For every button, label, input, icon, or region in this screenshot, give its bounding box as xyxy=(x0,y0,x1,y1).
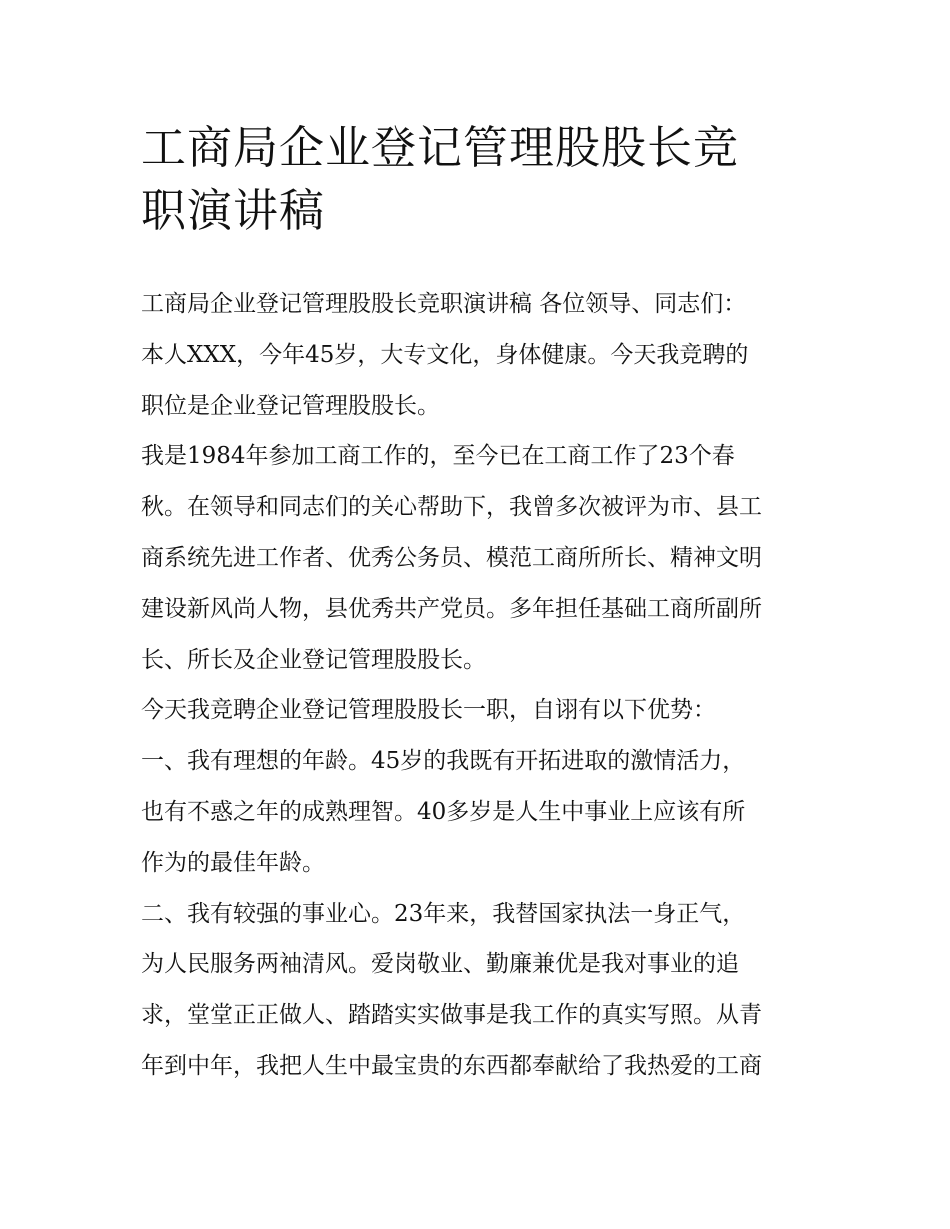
body-line: 我是1984年参加工商工作的，至今已在工商工作了23个春 xyxy=(141,443,735,470)
body-line: 建设新风尚人物，县优秀共产党员。多年担任基础工商所副所 xyxy=(141,595,762,622)
body-line: 长、所长及企业登记管理股股长。 xyxy=(141,646,486,673)
document-title xyxy=(141,116,821,242)
body-line: 商系统先进工作者、优秀公务员、模范工商所所长、精神文明 xyxy=(141,544,762,571)
body-line: 一、我有理想的年龄。45岁的我既有开拓进取的激情活力， xyxy=(141,748,746,775)
body-line: 作为的最佳年龄。 xyxy=(141,849,325,876)
body-line: 工商局企业登记管理股股长竞职演讲稿 各位领导、同志们： xyxy=(141,291,747,317)
body-line: 也有不惑之年的成熟理智。40多岁是人生中事业上应该有所 xyxy=(141,798,746,825)
body-line: 今天我竞聘企业登记管理股股长一职，自诩有以下优势： xyxy=(141,697,716,724)
body-line: 本人XXX，今年45岁，大专文化，身体健康。今天我竞聘的 xyxy=(141,341,749,368)
body-line: 职位是企业登记管理股股长。 xyxy=(141,392,440,419)
body-line: 年到中年，我把人生中最宝贵的东西都奉献给了我热爱的工商 xyxy=(141,1052,762,1079)
body-line: 为人民服务两袖清风。爱岗敬业、勤廉兼优是我对事业的追 xyxy=(141,951,739,978)
body-line: 二、我有较强的事业心。23年来，我替国家执法一身正气， xyxy=(141,900,746,927)
body-line: 求，堂堂正正做人、踏踏实实做事是我工作的真实写照。从青 xyxy=(141,1002,762,1029)
title-line: 工商局企业登记管理股股长竞 xyxy=(141,121,740,174)
document-body xyxy=(141,279,831,1092)
title-line: 职演讲稿 xyxy=(141,184,326,237)
body-line: 秋。在领导和同志们的关心帮助下，我曾多次被评为市、县工 xyxy=(141,494,762,521)
